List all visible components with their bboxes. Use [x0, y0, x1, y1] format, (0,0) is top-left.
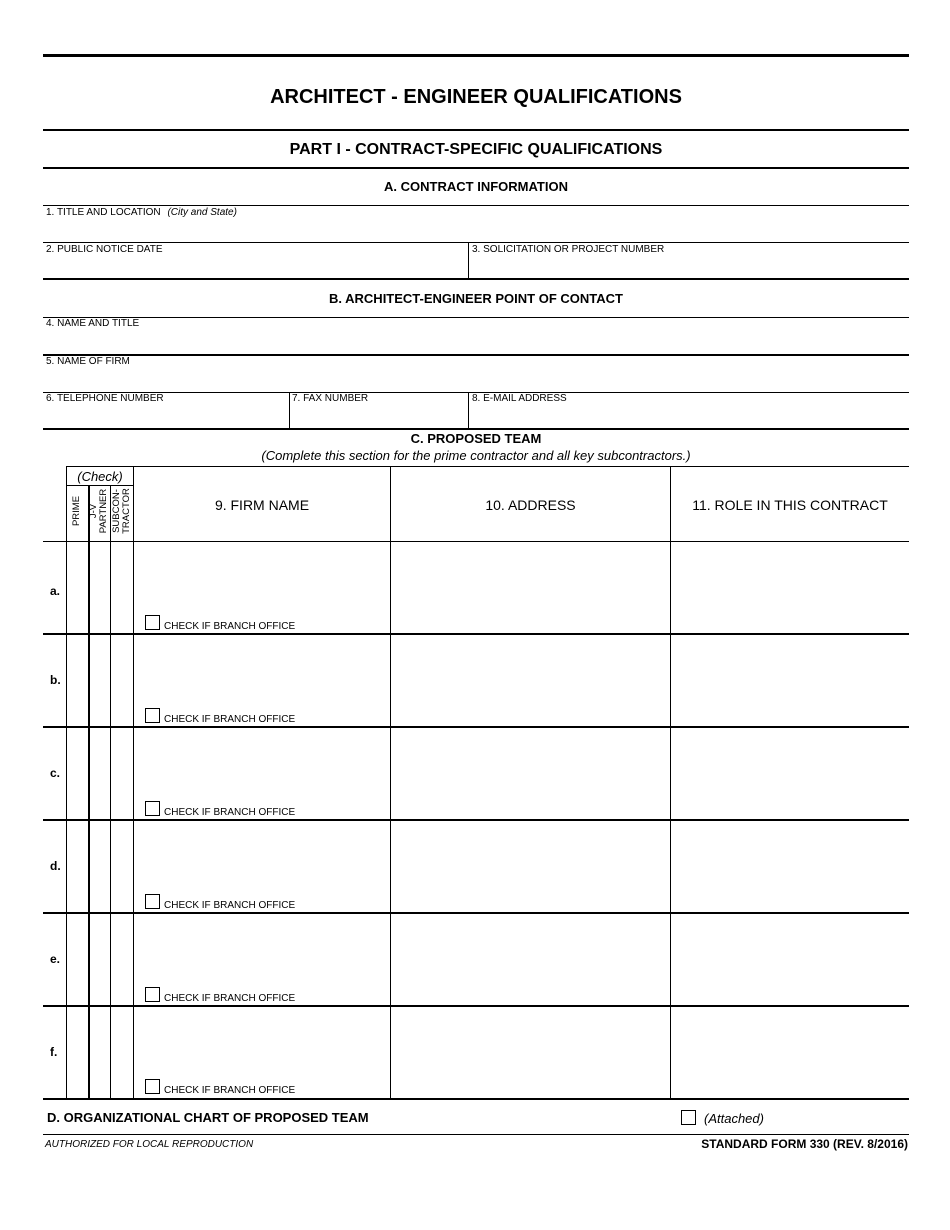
- row-a-address-cell[interactable]: [391, 542, 670, 633]
- row-e-branch-label: CHECK IF BRANCH OFFICE: [164, 993, 296, 1004]
- col-role-header: 11. ROLE IN THIS CONTRACT: [692, 497, 888, 513]
- footer-form-number: STANDARD FORM 330 (REV. 8/2016): [701, 1137, 908, 1151]
- row-c-address-cell[interactable]: [391, 728, 670, 819]
- field5-label: 5. NAME OF FIRM: [46, 356, 130, 367]
- row-a-role-cell[interactable]: [671, 542, 909, 633]
- footer-reproduction-note: AUTHORIZED FOR LOCAL REPRODUCTION: [45, 1139, 254, 1150]
- row-c-sub-cell[interactable]: [111, 728, 133, 819]
- field4-label: 4. NAME AND TITLE: [46, 318, 140, 329]
- check-header: (Check): [77, 469, 123, 484]
- row-d-branch-label: CHECK IF BRANCH OFFICE: [164, 900, 296, 911]
- field4-input[interactable]: [43, 331, 909, 353]
- section-c-title: C. PROPOSED TEAM: [410, 431, 542, 446]
- section-b-rule-top: [43, 278, 909, 280]
- row-c-label: c.: [50, 766, 61, 780]
- row-b-jv-cell[interactable]: [90, 635, 110, 726]
- field1-input[interactable]: [43, 220, 909, 242]
- row-f-label: f.: [50, 1045, 58, 1059]
- row-e-firm-cell[interactable]: [134, 914, 390, 984]
- row-f-sub-cell[interactable]: [111, 1007, 133, 1098]
- row-e-branch-checkbox[interactable]: [145, 987, 160, 1002]
- check-sub-label: [112, 481, 132, 541]
- row-b-firm-cell[interactable]: [134, 635, 390, 705]
- field4-rule: [43, 354, 909, 356]
- part1-title: PART I - CONTRACT-SPECIFIC QUALIFICATIONS: [289, 141, 663, 158]
- top-rule: [43, 54, 909, 57]
- row-f-address-cell[interactable]: [391, 1007, 670, 1098]
- row-b-sub-cell[interactable]: [111, 635, 133, 726]
- check-sub-line2: TRACTOR: [121, 488, 132, 534]
- row-c-branch-checkbox[interactable]: [145, 801, 160, 816]
- field5-input[interactable]: [43, 369, 909, 391]
- row-f-role-cell[interactable]: [671, 1007, 909, 1098]
- field7-input[interactable]: [290, 406, 468, 427]
- field3-label: 3. SOLICITATION OR PROJECT NUMBER: [472, 244, 665, 255]
- row-d-role-cell[interactable]: [671, 821, 909, 912]
- row-d-jv-cell[interactable]: [90, 821, 110, 912]
- check-jv-label: [89, 481, 109, 541]
- title-rule: [43, 129, 909, 131]
- section-c-rule-top: [43, 428, 909, 430]
- field1-label: [46, 207, 237, 218]
- section-a-title: A. CONTRACT INFORMATION: [384, 179, 568, 194]
- row-a-branch-checkbox[interactable]: [145, 615, 160, 630]
- section-a-rule: [43, 205, 909, 206]
- row-b-address-cell[interactable]: [391, 635, 670, 726]
- row-b-branch-checkbox[interactable]: [145, 708, 160, 723]
- col-firm-name-header: 9. FIRM NAME: [214, 497, 310, 513]
- row-b-label: b.: [50, 673, 61, 687]
- section-b-title: B. ARCHITECT-ENGINEER POINT OF CONTACT: [329, 291, 623, 306]
- row-b-role-cell[interactable]: [671, 635, 909, 726]
- section-c-subtitle: (Complete this section for the prime contractor and all key subcontractors.): [261, 448, 691, 463]
- row-d-branch-checkbox[interactable]: [145, 894, 160, 909]
- section-b-rule: [43, 317, 909, 318]
- field1-label-text: 1. TITLE AND LOCATION: [46, 207, 161, 218]
- row-f-jv-cell[interactable]: [90, 1007, 110, 1098]
- check-prime-label: PRIME: [71, 495, 82, 527]
- row-d-prime-cell[interactable]: [67, 821, 88, 912]
- field8-input[interactable]: [469, 406, 909, 427]
- field2-label: 2. PUBLIC NOTICE DATE: [46, 244, 163, 255]
- field7-label: 7. FAX NUMBER: [292, 393, 369, 404]
- org-chart-attached-label: (Attached): [704, 1111, 764, 1126]
- check-sub-line1: SUBCON-: [111, 489, 122, 533]
- row-c-role-cell[interactable]: [671, 728, 909, 819]
- row-e-prime-cell[interactable]: [67, 914, 88, 1005]
- table-bottom-rule: [43, 1098, 909, 1100]
- row-b-prime-cell[interactable]: [67, 635, 88, 726]
- row-e-address-cell[interactable]: [391, 914, 670, 1005]
- row-b-branch-label: CHECK IF BRANCH OFFICE: [164, 714, 296, 725]
- row-a-prime-cell[interactable]: [67, 542, 88, 633]
- row-d-label: d.: [50, 859, 61, 873]
- check-jv-line2: PARTNER: [98, 488, 109, 534]
- row-d-sub-cell[interactable]: [111, 821, 133, 912]
- row-e-label: e.: [50, 952, 61, 966]
- row-a-jv-cell[interactable]: [90, 542, 110, 633]
- row-a-sub-cell[interactable]: [111, 542, 133, 633]
- row-e-jv-cell[interactable]: [90, 914, 110, 1005]
- row-c-prime-cell[interactable]: [67, 728, 88, 819]
- row-a-firm-cell[interactable]: [134, 542, 390, 612]
- row-f-branch-label: CHECK IF BRANCH OFFICE: [164, 1085, 296, 1096]
- section-d-title: D. ORGANIZATIONAL CHART OF PROPOSED TEAM: [47, 1110, 369, 1125]
- row-a-branch-label: CHECK IF BRANCH OFFICE: [164, 621, 296, 632]
- row-e-sub-cell[interactable]: [111, 914, 133, 1005]
- row-f-branch-checkbox[interactable]: [145, 1079, 160, 1094]
- row-d-address-cell[interactable]: [391, 821, 670, 912]
- org-chart-attached-checkbox[interactable]: [681, 1110, 696, 1125]
- row-c-jv-cell[interactable]: [90, 728, 110, 819]
- check-jv-line1: J-V: [88, 503, 99, 519]
- form-title: ARCHITECT - ENGINEER QUALIFICATIONS: [270, 86, 682, 108]
- row-f-prime-cell[interactable]: [67, 1007, 88, 1098]
- col-address-header: 10. ADDRESS: [485, 497, 576, 513]
- field1-hint: (City and State): [167, 207, 237, 218]
- row-c-branch-label: CHECK IF BRANCH OFFICE: [164, 807, 296, 818]
- part1-rule: [43, 167, 909, 169]
- section-d-rule: [43, 1134, 909, 1135]
- row-d-firm-cell[interactable]: [134, 821, 390, 891]
- row-a-label: a.: [50, 584, 61, 598]
- field6-input[interactable]: [43, 406, 289, 427]
- field8-label: 8. E-MAIL ADDRESS: [472, 393, 567, 404]
- table-header-rule: [66, 466, 909, 467]
- field2-input[interactable]: [43, 257, 468, 277]
- field3-input[interactable]: [469, 257, 909, 277]
- row-e-role-cell[interactable]: [671, 914, 909, 1005]
- field6-label: 6. TELEPHONE NUMBER: [46, 393, 164, 404]
- row-c-firm-cell[interactable]: [134, 728, 390, 798]
- row-f-firm-cell[interactable]: [134, 1007, 390, 1077]
- field1-rule: [43, 242, 909, 243]
